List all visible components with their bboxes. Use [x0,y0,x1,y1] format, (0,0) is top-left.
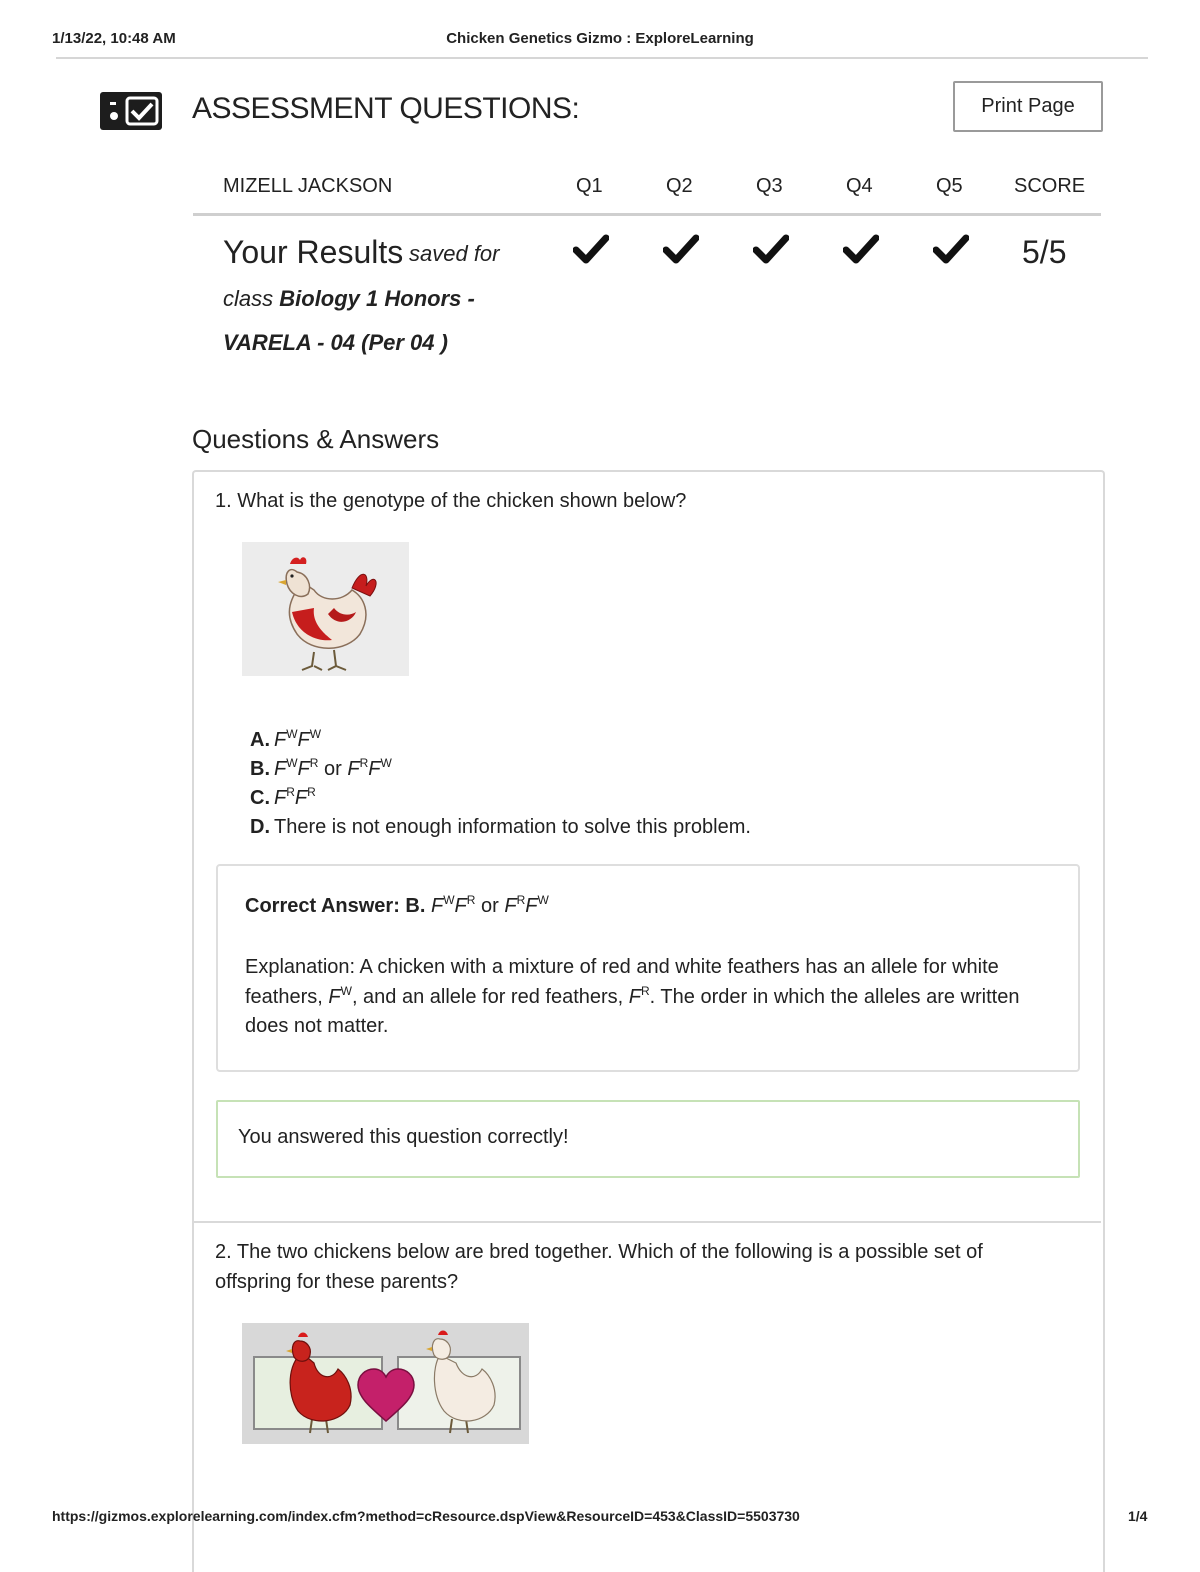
column-header-score: SCORE [1014,175,1086,197]
column-header-q3: Q3 [756,175,783,197]
question-1-chicken-image [242,542,409,676]
choice-letter: A. [250,729,270,751]
q1-correct-check-icon [573,233,609,265]
question-2-parents-image [242,1323,529,1444]
your-results-label: Your Results [223,234,404,270]
class-name-part2: VARELA - 04 (Per 04 ) [223,330,448,355]
qa-section-title: Questions & Answers [192,424,440,454]
saved-for-label: saved for [409,241,500,266]
column-header-q5: Q5 [936,175,963,197]
explanation-text: Explanation: A chicken with a mixture of red and white feathers has an allele for white feathers, $F^W$, and an allele for red feathers, $F^R$. The order in which the alleles are written does not matter. [245,956,1020,1037]
choice-d: D. There is not enough information to solve this problem. [250,816,751,838]
class-name-line1 [223,286,475,312]
choice-letter: B. [250,758,270,780]
choice-b: B. $F^WF^R$ or $F^RF^W$ [250,756,392,780]
page-title: ASSESSMENT QUESTIONS: [192,92,580,125]
q3-correct-check-icon [753,233,789,265]
class-prefix: class [223,286,274,311]
choice-letter: D. [250,816,270,838]
column-header-q4: Q4 [846,175,873,197]
question-divider [194,1221,1101,1223]
print-page-button[interactable]: Print Page [953,81,1103,132]
assessment-icon [100,92,162,130]
column-header-q1: Q1 [576,175,603,197]
class-name-part1: Biology 1 Honors - [279,286,475,311]
q5-correct-check-icon [933,233,969,265]
column-header-q2: Q2 [666,175,693,197]
results-divider [193,213,1101,216]
print-datetime: 1/13/22, 10:48 AM [52,30,176,47]
header-divider [56,57,1148,59]
print-title: Chicken Genetics Gizmo : ExploreLearning [446,30,754,47]
checklist-icon [100,92,162,130]
choice-letter: C. [250,787,270,809]
print-page-number: 1/4 [1128,1508,1148,1524]
q2-correct-check-icon [663,233,699,265]
print-footer-url: https://gizmos.explorelearning.com/index.cfm?method=cResource.dspView&ResourceID=453&ClassID=5503730 [52,1508,800,1524]
correct-answer-label: Correct Answer: B. [245,895,426,917]
question-1-text: 1. What is the genotype of the chicken shown below? [215,490,687,512]
student-name: MIZELL JACKSON [223,175,393,197]
correct-answer-line: Correct Answer: B. $F^WF^R$ or $F^RF^W$ [245,893,549,917]
choice-c: C. $F^RF^R$ [250,785,316,809]
question-2-text: 2. The two chickens below are bred together. Which of the following is a possible set of offspring for these parents? [215,1241,983,1293]
q4-correct-check-icon [843,233,879,265]
choice-a: A. $F^WF^W$ [250,727,322,751]
score-value: 5/5 [1022,234,1067,270]
result-message: You answered this question correctly! [238,1126,569,1148]
